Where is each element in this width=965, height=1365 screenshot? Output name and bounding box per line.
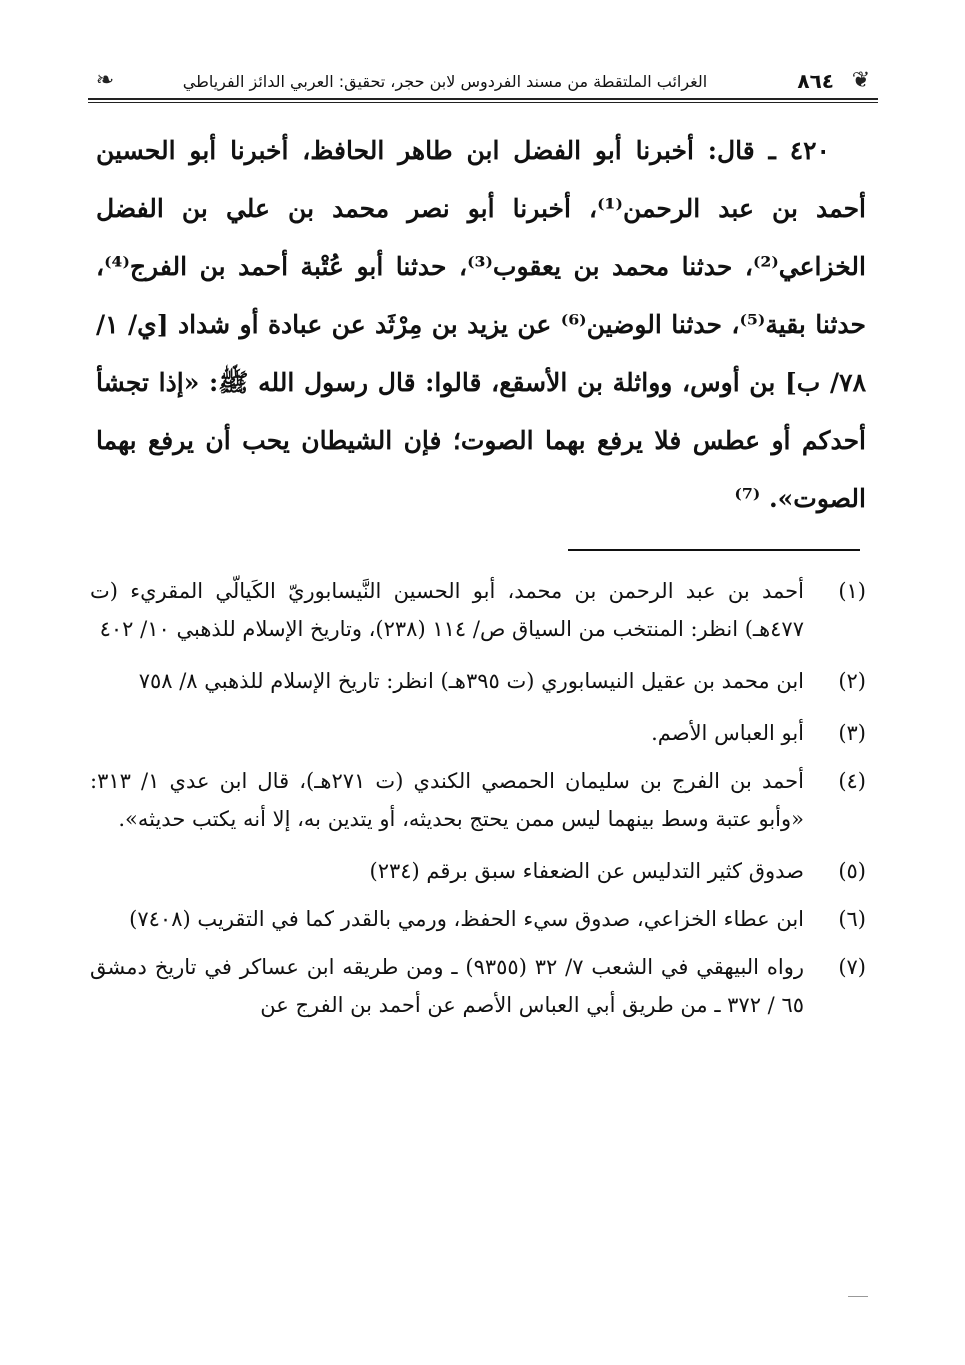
header-ornament-right-icon: ❦ <box>851 68 871 93</box>
page-number: ٨٦٤ <box>797 69 834 93</box>
hadith-text-block <box>96 122 866 528</box>
footnote-text: أبو العباس الأصم. <box>651 721 804 745</box>
header-rule-thin <box>88 102 878 103</box>
footnote-text: ابن محمد بن عقيل النيسابوري (ت ٣٩٥هـ) انظر: تاريخ الإسلام للذهبي ٨/ ٧٥٨ <box>138 669 804 693</box>
footnote-text: رواه البيهقي في الشعب ٧/ ٣٢ (٩٣٥٥) ـ ومن طريقه ابن عساكر في تاريخ دمشق ٦٥ / ٣٧٢ ـ من طريق أبي العباس الأصم عن أحمد بن الفرج عن <box>90 955 804 1017</box>
footnote-item <box>90 762 866 838</box>
footnote-item <box>90 900 866 938</box>
footnote-number: (٥) <box>838 859 866 883</box>
footnotes <box>90 572 866 1038</box>
running-title: الغرائب الملتقطة من مسند الفردوس لابن حجر، تحقيق: العربي الدائز الفرياطي <box>182 72 708 91</box>
footnote-text: صدوق كثير التدليس عن الضعفاء سبق برقم (٢٣٤) <box>369 859 804 883</box>
footnote-text: أحمد بن الفرج بن سليمان الحمصي الكندي (ت ٢٧١هـ)، قال ابن عدي ١/ ٣١٣: «وأبو عتبة وسط بينهما ليس ممن يحتج بحديثه، أو يتدين به، إلا أنه يكتب حديثه». <box>90 769 804 831</box>
header-rule <box>88 98 878 100</box>
footnote-text: أحمد بن عبد الرحمن بن محمد، أبو الحسين النَّيسابوريّ الكَيالّي المقريء (ت ٤٧٧هـ) انظر: المنتخب من السياق ص/ ١١٤ (٢٣٨)، وتاريخ الإسلام للذهبي ١٠/ ٤٠٢ <box>90 579 804 641</box>
page-header <box>88 66 878 106</box>
footnote-number: (٣) <box>838 721 866 745</box>
footnote-number: (١) <box>838 579 866 603</box>
footnote-item <box>90 714 866 752</box>
footnote-item <box>90 948 866 1024</box>
footnote-number: (٢) <box>838 669 866 693</box>
footnote-number: (٧) <box>838 955 866 979</box>
hadith-paragraph: ٤٢٠ ـ قال: أخبرنا أبو الفضل ابن طاهر الحافظ، أخبرنا أبو الحسين أحمد بن عبد الرحمن⁽¹⁾، أخبرنا أبو نصر محمد بن علي بن الفضل الخزاعي⁽²⁾، حدثنا محمد بن يعقوب⁽³⁾، حدثنا أبو عُتْبة أحمد بن الفرج⁽⁴⁾، حدثنا بقية⁽⁵⁾، حدثنا الوضين⁽⁶⁾ عن يزيد بن مِرْثَد عن عبادة أو شداد [ي/ ١/ ٧٨/ ب] بن أوس، وواثلة بن الأسقع، قالوا: قال رسول الله ﷺ: «إذا تجشأ أحدكم أو عطس فلا يرفع بهما الصوت؛ فإن الشيطان يحب أن يرفع بهما الصوت». ⁽⁷⁾ <box>96 136 866 513</box>
header-ornament-left-icon: ❧ <box>95 68 115 93</box>
footnote-text: ابن عطاء الخزاعي، صدوق سيء الحفظ، ورمي بالقدر كما في التقريب (٧٤٠٨) <box>129 907 804 931</box>
footnote-item <box>90 852 866 890</box>
footnote-number: (٤) <box>838 769 866 793</box>
page-edge-mark <box>848 1296 868 1297</box>
footnote-separator <box>568 549 860 551</box>
footnote-item <box>90 572 866 648</box>
footnote-item <box>90 662 866 700</box>
footnote-number: (٦) <box>838 907 866 931</box>
